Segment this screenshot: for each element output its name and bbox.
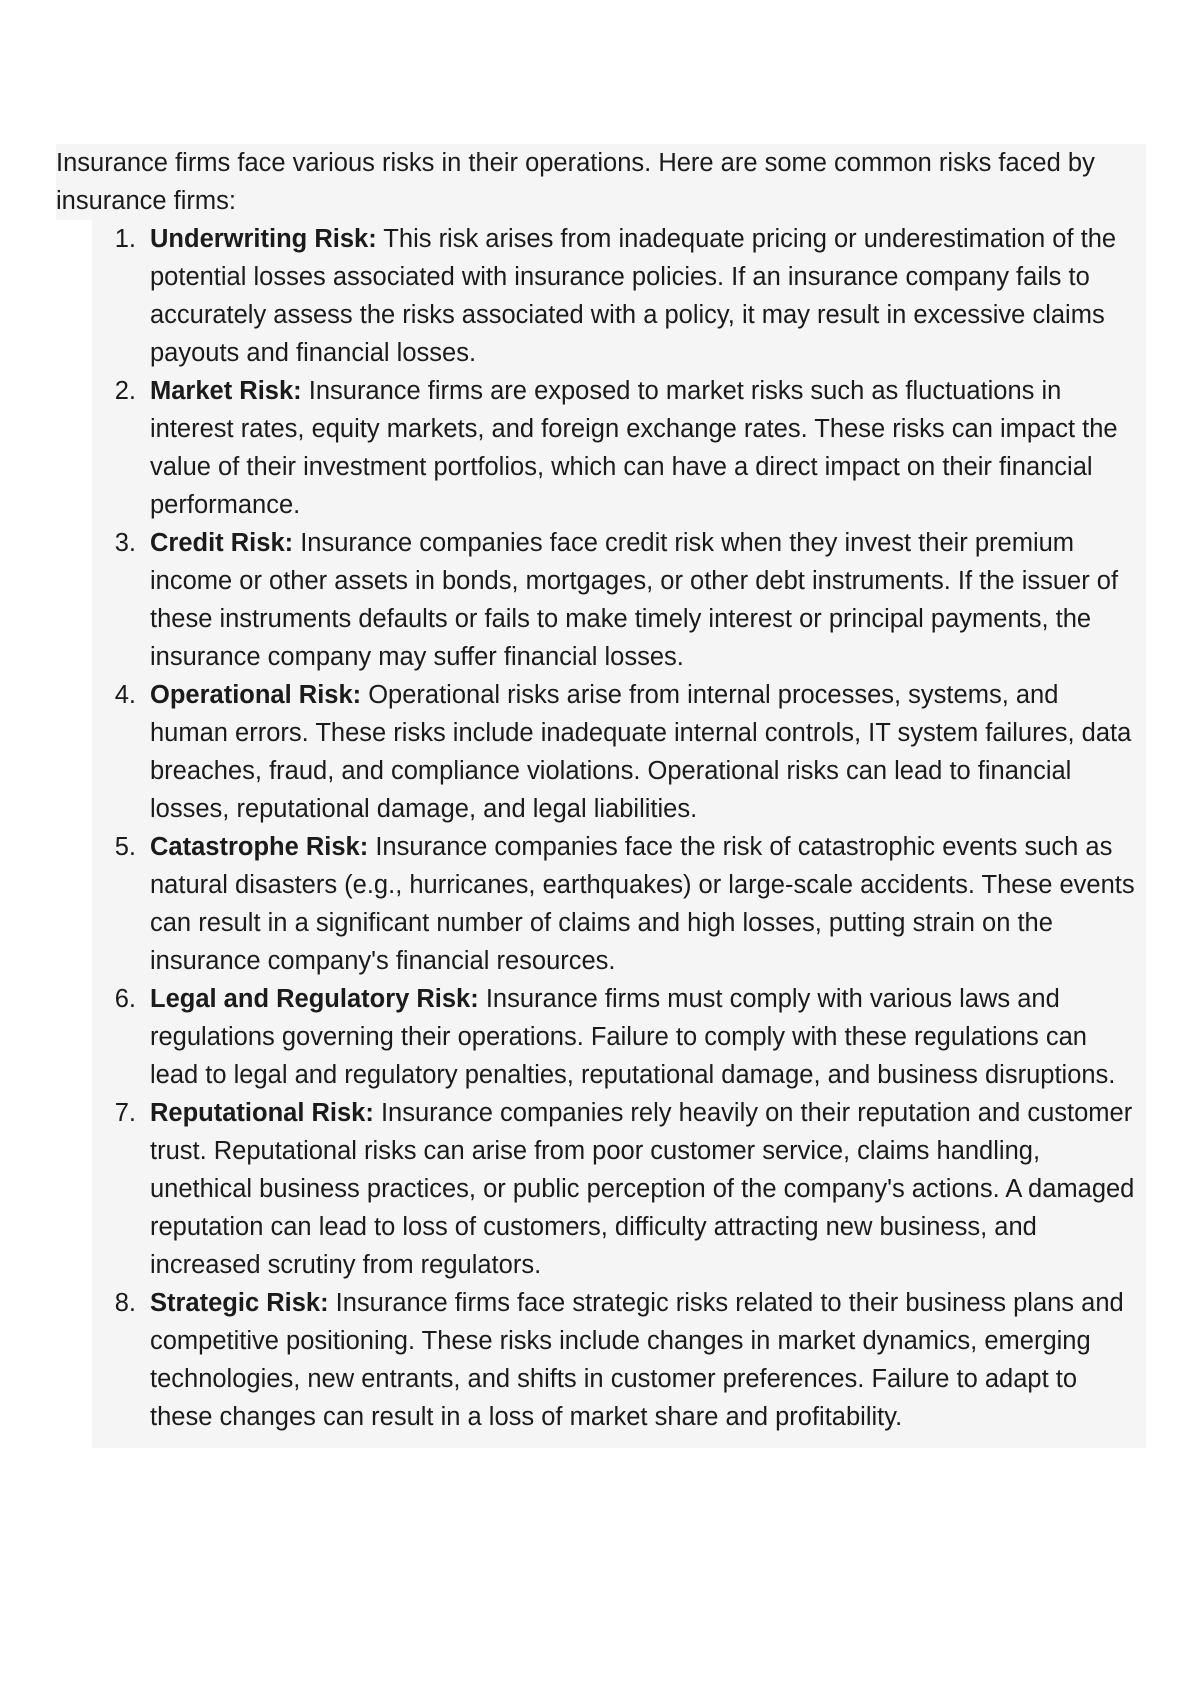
list-item (56, 828, 1140, 980)
list-item-text: Insurance firms must comply with various laws and regulations governing their operations. Failure to comply with these regulations can lead to legal and regulatory penalties, reputational damage, and business disruptions. (150, 985, 1116, 1089)
list-item (56, 980, 1140, 1094)
list-item-text: Insurance companies face the risk of catastrophic events such as natural disasters (e.g., hurricanes, earthquakes) or large-scale accidents. These events can result in a significant number of claims and high losses, putting strain on the insurance company's financial resources. (150, 833, 1135, 975)
list-item-text: Insurance firms are exposed to market risks such as fluctuations in interest rates, equity markets, and foreign exchange rates. These risks can impact the value of their investment portfolios, which can have a direct impact on their financial performance. (150, 377, 1118, 519)
list-item (56, 524, 1140, 676)
list-item (56, 676, 1140, 828)
list-item-number: 1. (114, 225, 136, 253)
list-item-term: Legal and Regulatory Risk: (150, 985, 479, 1013)
list-item-term: Reputational Risk: (150, 1099, 374, 1127)
list-item (56, 372, 1140, 524)
list-item-number: 2. (114, 377, 136, 405)
list-item-term: Underwriting Risk: (150, 225, 377, 253)
list-item-text: This risk arises from inadequate pricing or underestimation of the potential losses associated with insurance policies. If an insurance company fails to accurately assess the risks associated with a policy, it may result in excessive claims payouts and financial losses. (150, 225, 1117, 367)
list-item-text: Insurance firms face strategic risks related to their business plans and competitive positioning. These risks include changes in market dynamics, emerging technologies, new entrants, and shifts in customer preferences. Failure to adapt to these changes can result in a loss of market share and profitability. (150, 1289, 1124, 1431)
list-item-number: 7. (114, 1099, 136, 1127)
list-item-number: 4. (114, 681, 136, 709)
list-item-term: Operational Risk: (150, 681, 362, 709)
list-item-term: Catastrophe Risk: (150, 833, 369, 861)
list-item-term: Credit Risk: (150, 529, 294, 557)
list-item (56, 1094, 1140, 1284)
list-item-term: Market Risk: (150, 377, 302, 405)
risk-list (92, 220, 1146, 1448)
list-item-number: 8. (114, 1289, 136, 1317)
list-item-number: 5. (114, 833, 136, 861)
list-item-text: Insurance companies rely heavily on their reputation and customer trust. Reputational risks can arise from poor customer service, claims handling, unethical business practices, or public perception of the company's actions. A damaged reputation can lead to loss of customers, difficulty attracting new business, and increased scrutiny from regulators. (150, 1099, 1135, 1279)
document-body (56, 144, 1146, 1448)
list-item-text: Insurance companies face credit risk when they invest their premium income or other assets in bonds, mortgages, or other debt instruments. If the issuer of these instruments defaults or fails to make timely interest or principal payments, the insurance company may suffer financial losses. (150, 529, 1119, 671)
intro-paragraph: Insurance firms face various risks in their operations. Here are some common risks faced by insurance firms: (56, 144, 1146, 220)
list-item-number: 6. (114, 985, 136, 1013)
list-item-text: Operational risks arise from internal processes, systems, and human errors. These risks include inadequate internal controls, IT system failures, data breaches, fraud, and compliance violations. Operational risks can lead to financial losses, reputational damage, and legal liabilities. (150, 681, 1132, 823)
list-item (56, 220, 1140, 372)
list-item-number: 3. (114, 529, 136, 557)
list-item (56, 1284, 1140, 1436)
list-item-term: Strategic Risk: (150, 1289, 329, 1317)
